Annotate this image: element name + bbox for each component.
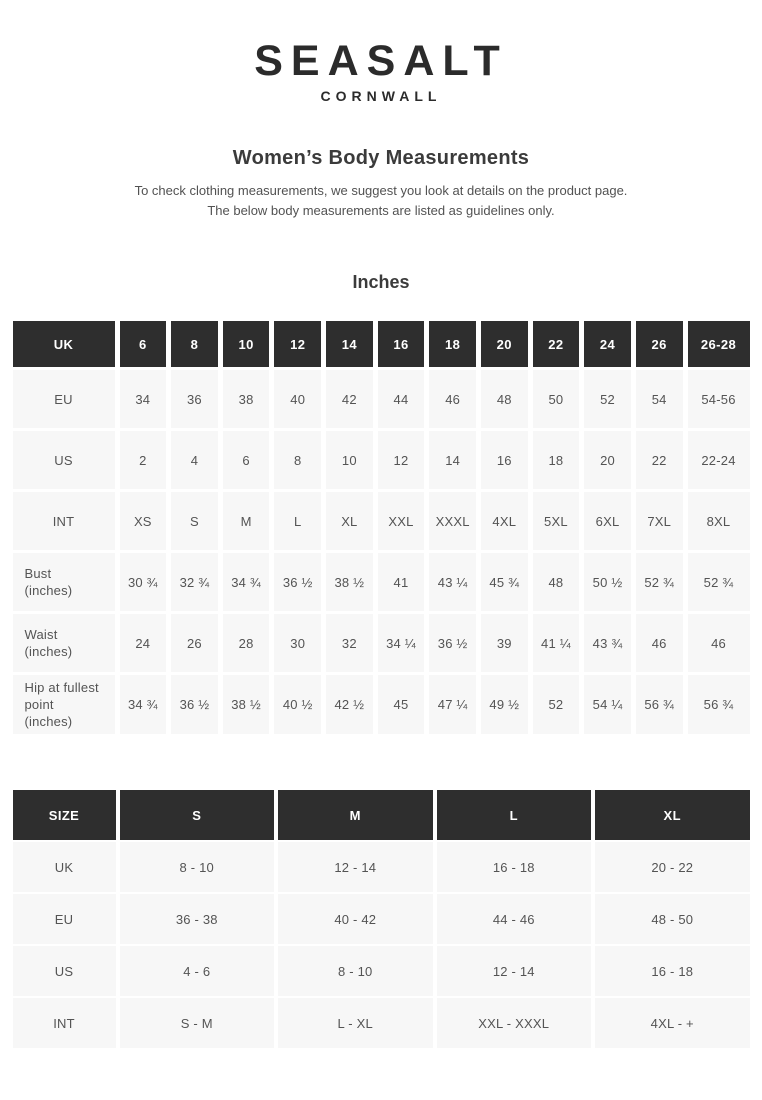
value-cell: 36 - 38 xyxy=(120,894,275,944)
value-cell: L xyxy=(274,492,321,550)
brand-subtitle: CORNWALL xyxy=(320,88,442,104)
value-cell: S - M xyxy=(120,998,275,1048)
value-cell: 52 ¾ xyxy=(636,553,683,611)
value-cell: 38 ½ xyxy=(326,553,373,611)
column-header-cell: S xyxy=(120,790,275,840)
value-cell: 52 xyxy=(533,675,580,734)
value-cell: 45 ¾ xyxy=(481,553,528,611)
value-cell: 20 xyxy=(584,431,631,489)
value-cell: 5XL xyxy=(533,492,580,550)
value-cell: 34 xyxy=(120,370,167,428)
value-cell: 7XL xyxy=(636,492,683,550)
value-cell: 41 xyxy=(378,553,425,611)
value-cell: 50 xyxy=(533,370,580,428)
value-cell: 36 xyxy=(171,370,218,428)
value-cell: 39 xyxy=(481,614,528,672)
value-cell: 22-24 xyxy=(688,431,750,489)
value-cell: 8 xyxy=(274,431,321,489)
value-cell: 54 xyxy=(636,370,683,428)
value-cell: 42 ½ xyxy=(326,675,373,734)
row-label-cell: INT xyxy=(13,998,116,1048)
value-cell: 50 ½ xyxy=(584,553,631,611)
value-cell: 16 - 18 xyxy=(437,842,592,892)
value-cell: XS xyxy=(120,492,167,550)
value-cell: 46 xyxy=(429,370,476,428)
value-cell: 43 ¾ xyxy=(584,614,631,672)
corner-header-cell: SIZE xyxy=(13,790,116,840)
page-description-line1: To check clothing measurements, we suggest you look at details on the product page. xyxy=(134,183,628,198)
column-header-cell: 26-28 xyxy=(688,321,750,367)
value-cell: 45 xyxy=(378,675,425,734)
value-cell: 34 ¾ xyxy=(223,553,270,611)
value-cell: 34 ¼ xyxy=(378,614,425,672)
value-cell: 38 xyxy=(223,370,270,428)
value-cell: 54-56 xyxy=(688,370,750,428)
column-header-cell: 16 xyxy=(378,321,425,367)
value-cell: 52 ¾ xyxy=(688,553,750,611)
value-cell: L - XL xyxy=(278,998,433,1048)
value-cell: 4XL - + xyxy=(595,998,750,1048)
value-cell: XL xyxy=(326,492,373,550)
row-label-cell: EU xyxy=(13,894,116,944)
column-header-cell: L xyxy=(437,790,592,840)
value-cell: 48 xyxy=(533,553,580,611)
column-header-cell: 12 xyxy=(274,321,321,367)
value-cell: XXL - XXXL xyxy=(437,998,592,1048)
value-cell: 4XL xyxy=(481,492,528,550)
value-cell: 46 xyxy=(688,614,750,672)
value-cell: 16 xyxy=(481,431,528,489)
size-conversion-table xyxy=(13,790,750,1048)
value-cell: 28 xyxy=(223,614,270,672)
value-cell: 48 - 50 xyxy=(595,894,750,944)
page-description-line2: The below body measurements are listed as guidelines only. xyxy=(207,203,555,218)
value-cell: 32 ¾ xyxy=(171,553,218,611)
inches-measurements-table xyxy=(13,321,750,734)
value-cell: 38 ½ xyxy=(223,675,270,734)
value-cell: 12 xyxy=(378,431,425,489)
column-header-cell: 20 xyxy=(481,321,528,367)
value-cell: 14 xyxy=(429,431,476,489)
value-cell: 44 - 46 xyxy=(437,894,592,944)
value-cell: 4 xyxy=(171,431,218,489)
row-label-cell: US xyxy=(13,946,116,996)
value-cell: 36 ½ xyxy=(274,553,321,611)
value-cell: 24 xyxy=(120,614,167,672)
value-cell: 22 xyxy=(636,431,683,489)
row-label-cell: Waist (inches) xyxy=(13,614,115,672)
value-cell: 4 - 6 xyxy=(120,946,275,996)
value-cell: 41 ¼ xyxy=(533,614,580,672)
value-cell: 8XL xyxy=(688,492,750,550)
row-label-cell: US xyxy=(13,431,115,489)
value-cell: 43 ¼ xyxy=(429,553,476,611)
value-cell: 48 xyxy=(481,370,528,428)
column-header-cell: 10 xyxy=(223,321,270,367)
corner-header-cell: UK xyxy=(13,321,115,367)
value-cell: 42 xyxy=(326,370,373,428)
value-cell: 12 - 14 xyxy=(278,842,433,892)
value-cell: 46 xyxy=(636,614,683,672)
value-cell: 18 xyxy=(533,431,580,489)
value-cell: 10 xyxy=(326,431,373,489)
value-cell: 54 ¼ xyxy=(584,675,631,734)
page-description xyxy=(0,181,762,221)
value-cell: 36 ½ xyxy=(171,675,218,734)
section-heading-inches: Inches xyxy=(352,272,410,292)
value-cell: 44 xyxy=(378,370,425,428)
value-cell: XXXL xyxy=(429,492,476,550)
row-label-cell: INT xyxy=(13,492,115,550)
row-label-cell: EU xyxy=(13,370,115,428)
value-cell: S xyxy=(171,492,218,550)
column-header-cell: 8 xyxy=(171,321,218,367)
column-header-cell: 14 xyxy=(326,321,373,367)
brand-logo xyxy=(0,37,762,104)
page-title: Women’s Body Measurements xyxy=(232,147,530,169)
value-cell: 40 - 42 xyxy=(278,894,433,944)
value-cell: 56 ¾ xyxy=(688,675,750,734)
value-cell: 40 ½ xyxy=(274,675,321,734)
column-header-cell: 18 xyxy=(429,321,476,367)
value-cell: 6 xyxy=(223,431,270,489)
value-cell: 56 ¾ xyxy=(636,675,683,734)
value-cell: 30 ¾ xyxy=(120,553,167,611)
column-header-cell: 26 xyxy=(636,321,683,367)
value-cell: XXL xyxy=(378,492,425,550)
value-cell: 20 - 22 xyxy=(595,842,750,892)
value-cell: 8 - 10 xyxy=(278,946,433,996)
value-cell: 52 xyxy=(584,370,631,428)
column-header-cell: 22 xyxy=(533,321,580,367)
value-cell: 32 xyxy=(326,614,373,672)
row-label-cell: Bust (inches) xyxy=(13,553,115,611)
value-cell: 47 ¼ xyxy=(429,675,476,734)
value-cell: 8 - 10 xyxy=(120,842,275,892)
value-cell: 16 - 18 xyxy=(595,946,750,996)
value-cell: 49 ½ xyxy=(481,675,528,734)
row-label-cell: Hip at fullest point (inches) xyxy=(13,675,115,734)
value-cell: 36 ½ xyxy=(429,614,476,672)
value-cell: 2 xyxy=(120,431,167,489)
value-cell: 12 - 14 xyxy=(437,946,592,996)
column-header-cell: 6 xyxy=(120,321,167,367)
value-cell: 40 xyxy=(274,370,321,428)
value-cell: 6XL xyxy=(584,492,631,550)
column-header-cell: M xyxy=(278,790,433,840)
brand-name: SEASALT xyxy=(254,37,508,85)
value-cell: 30 xyxy=(274,614,321,672)
row-label-cell: UK xyxy=(13,842,116,892)
value-cell: 26 xyxy=(171,614,218,672)
value-cell: M xyxy=(223,492,270,550)
column-header-cell: XL xyxy=(595,790,750,840)
value-cell: 34 ¾ xyxy=(120,675,167,734)
column-header-cell: 24 xyxy=(584,321,631,367)
